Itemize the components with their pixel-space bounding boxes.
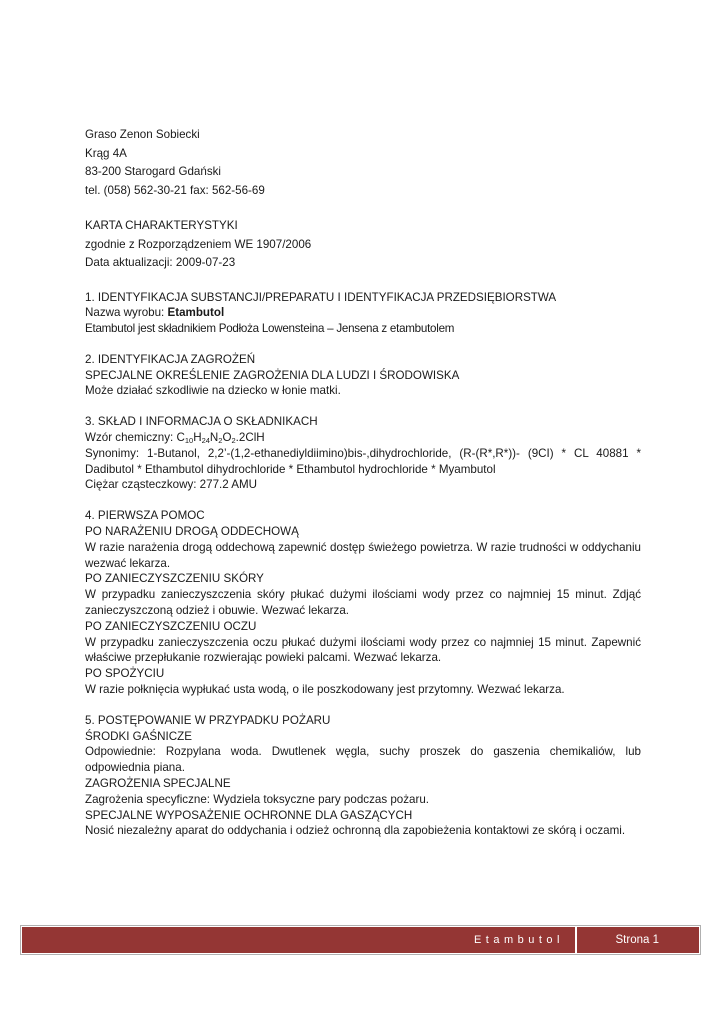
section-heading: 2. IDENTYFIKACJA ZAGROŻEŃ	[85, 352, 256, 366]
subsection-title: PO SPOŻYCIU	[85, 667, 165, 681]
section-4	[85, 508, 641, 698]
subsection-title: PO ZANIECZYSZCZENIU OCZU	[85, 619, 257, 633]
subsection-text: Zagrożenia specyficzne: Wydziela toksyczne pary podczas pożaru.	[85, 792, 430, 806]
footer-bar	[22, 927, 699, 953]
section-5	[85, 713, 641, 839]
update-date: Data aktualizacji: 2009-07-23	[85, 256, 236, 269]
company-phone: tel. (058) 562-30-21 fax: 562-56-69	[85, 183, 265, 197]
company-block	[85, 126, 641, 200]
page-footer	[20, 925, 701, 955]
section-heading: 5. POSTĘPOWANIE W PRZYPADKU POŻARU	[85, 713, 331, 727]
chemical-formula-line	[85, 430, 641, 446]
formula-label: Wzór chemiczny:	[85, 431, 177, 445]
subsection-title: ŚRODKI GAŚNICZE	[85, 729, 192, 743]
page-number: Strona 1	[615, 934, 659, 946]
synonyms-text: Synonimy: 1-Butanol, 2,2’-(1,2-ethanediyldiimino)bis-,dihydrochloride, (R-(R*,R*))- (9CI) * CL 40881 * Dadibutol * Ethambutol dihydrochloride * Ethambutol hydrochloride * Myambutol	[85, 446, 641, 476]
document-body	[85, 126, 641, 839]
section-heading: 1. IDENTYFIKACJA SUBSTANCJI/PREPARATU I IDENTYFIKACJA PRZEDSIĘBIORSTWA	[85, 290, 557, 304]
subsection-title: SPECJALNE WYPOSAŻENIE OCHRONNE DLA GASZĄCYCH	[85, 808, 413, 822]
section-2	[85, 352, 641, 399]
doc-title: KARTA CHARAKTERYSTYKI	[85, 219, 238, 232]
hazard-subheading: SPECJALNE OKREŚLENIE ZAGROŻENIA DLA LUDZI I ŚRODOWISKA	[85, 368, 460, 382]
company-city: 83-200 Starogard Gdański	[85, 165, 221, 178]
subsection-text: W przypadku zanieczyszczenia oczu płukać dużymi ilościami wody przez co najmniej 15 minut. Zapewnić właściwe przepłukanie rozwierając powieki palcami. Wezwać lekarza.	[85, 635, 641, 665]
company-name: Graso Zenon Sobiecki	[85, 128, 200, 141]
subsection-title: ZAGROŻENIA SPECJALNE	[85, 777, 231, 791]
section-heading: 4. PIERWSZA POMOC	[85, 509, 205, 523]
molar-mass: Ciężar cząsteczkowy: 277.2 AMU	[85, 478, 258, 492]
subsection-text: Nosić niezależny aparat do oddychania i odzież ochronną dla zapobieżenia kontaktowi ze skórą i oczami.	[85, 824, 626, 838]
company-street: Krąg 4A	[85, 146, 127, 160]
subsection-title: PO NARAŻENIU DROGĄ ODDECHOWĄ	[85, 525, 299, 539]
subsection-title: PO ZANIECZYSZCZENIU SKÓRY	[85, 572, 264, 586]
subsection-text: W razie narażenia drogą oddechową zapewnić dostęp świeżego powietrza. W razie trudności w oddychaniu wezwać lekarza.	[85, 540, 641, 570]
hazard-text: Może działać szkodliwie na dziecko w łonie matki.	[85, 384, 341, 398]
section-3	[85, 414, 641, 493]
subsection-text: W razie połknięcia wypłukać usta wodą, o ile poszkodowany jest przytomny. Wezwać lekarza.	[85, 683, 565, 697]
doc-header	[85, 217, 641, 273]
subsection-text: Odpowiednie: Rozpylana woda. Dwutlenek węgla, suchy proszek do gaszenia chemikaliów, lub odpowiednia piana.	[85, 745, 641, 775]
chemical-formula: $C_{10}H_{24}N_2O_2.2ClH$	[176, 431, 265, 446]
product-description: Etambutol jest składnikiem Podłoża Lowensteina – Jensena z etambutolem	[85, 322, 455, 336]
footer-divider	[575, 927, 577, 953]
subsection-text: W przypadku zanieczyszczenia skóry płukać dużymi ilościami wody przez co najmniej 15 minut. Zdjąć zanieczyszczoną odzież i obuwie. Wezwać lekarza.	[85, 588, 641, 618]
footer-product: Etambutol	[473, 934, 564, 946]
product-name: Etambutol	[167, 306, 225, 320]
section-heading: 3. SKŁAD I INFORMACJA O SKŁADNIKACH	[85, 415, 318, 429]
section-1	[85, 290, 641, 337]
product-name-line	[85, 305, 641, 321]
regulation-text: zgodnie z Rozporządzeniem WE 1907/2006	[85, 237, 312, 251]
product-label: Nazwa wyrobu:	[85, 306, 168, 320]
